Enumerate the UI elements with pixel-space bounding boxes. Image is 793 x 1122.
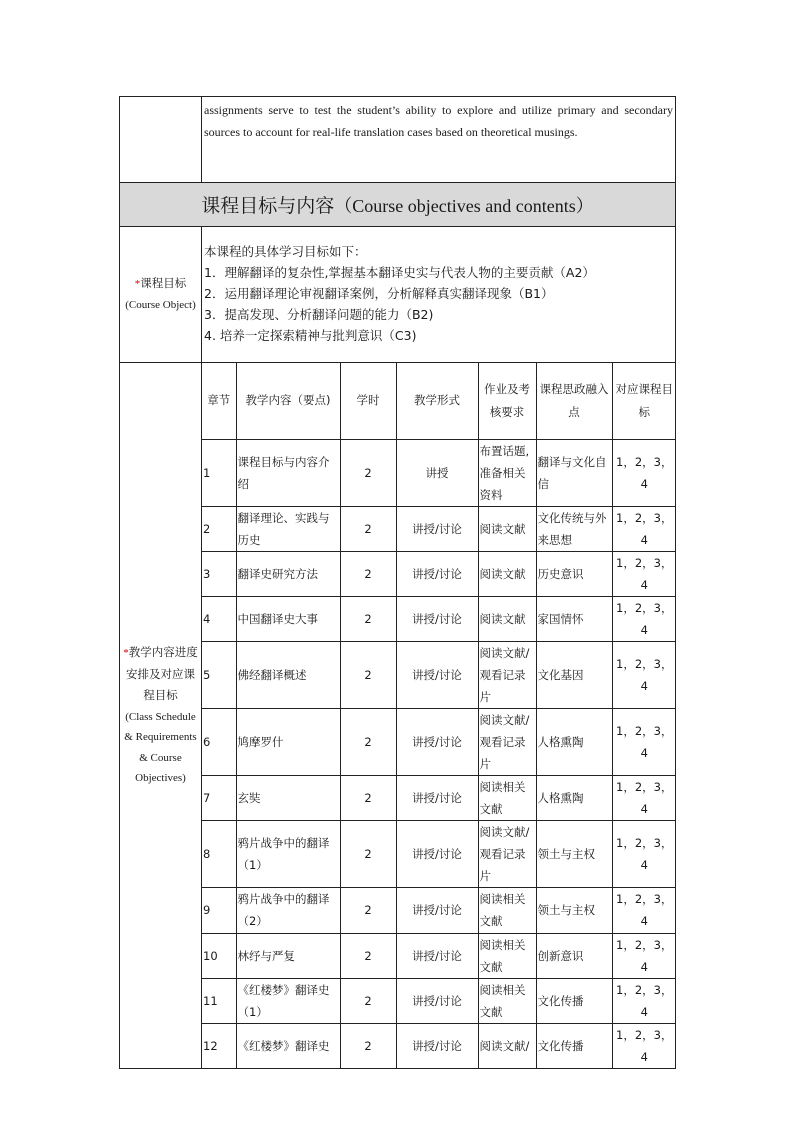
schedule-label-cn: 教学内容进度安排及对应课程目标 [126,645,198,702]
objectives-cell: 1，2，3，4 [612,551,676,596]
schedule-body [202,439,676,1068]
chapter-cell: 10 [202,933,236,978]
homework-cell: 布置话题,准备相关资料 [478,439,536,506]
objective-item: 2．运用翻译理论审视翻译案例，分析解释真实翻译现象（B1） [204,286,554,301]
header-ideological: 课程思政融入点 [536,363,612,439]
form-cell: 讲授/讨论 [396,887,478,933]
form-cell: 讲授/讨论 [396,978,478,1023]
content-cell: 佛经翻译概述 [236,641,340,708]
ideological-cell: 文化基因 [536,641,612,708]
content-cell: 玄奘 [236,775,340,820]
ideological-cell: 文化传播 [536,1023,612,1068]
table-row [202,820,676,887]
ideological-cell: 领土与主权 [536,820,612,887]
hours-cell: 2 [340,506,396,551]
hours-cell: 2 [340,775,396,820]
form-cell: 讲授/讨论 [396,933,478,978]
content-cell: 《红楼梦》翻译史 [236,1023,340,1068]
table-row [202,1023,676,1068]
intro-text: assignments serve to test the student’s ability to explore and utilize primary and secondary sources to account for real-life translation cases based on theoretical musings. [202,97,676,183]
form-cell: 讲授/讨论 [396,551,478,596]
form-cell: 讲授 [396,439,478,506]
objectives-label-en: (Course Object) [125,299,196,311]
schedule-row [120,363,676,1069]
objectives-intro: 本课程的具体学习目标如下： [204,244,367,259]
hours-cell: 2 [340,887,396,933]
objectives-cell: 1，2，3，4 [612,596,676,641]
homework-cell: 阅读相关文献 [478,933,536,978]
header-form: 教学形式 [396,363,478,439]
schedule-table [202,363,676,1068]
chapter-cell: 9 [202,887,236,933]
objectives-cell: 1，2，3，4 [612,978,676,1023]
section-title [120,183,676,227]
objectives-cell: 1，2，3，4 [612,820,676,887]
section-title-en: （Course objectives and contents） [334,196,594,216]
objectives-cell: 1，2，3，4 [612,1023,676,1068]
homework-cell: 阅读文献 [478,551,536,596]
table-row [202,775,676,820]
objectives-cell: 1，2，3，4 [612,641,676,708]
ideological-cell: 文化传播 [536,978,612,1023]
objectives-cell: 1，2，3，4 [612,708,676,775]
chapter-cell: 7 [202,775,236,820]
table-row [202,933,676,978]
content-cell: 鸦片战争中的翻译（1） [236,820,340,887]
objectives-cell: 1，2，3，4 [612,933,676,978]
chapter-cell: 5 [202,641,236,708]
homework-cell: 阅读文献 [478,596,536,641]
ideological-cell: 领土与主权 [536,887,612,933]
section-title-cn: 课程目标与内容 [201,195,335,217]
syllabus-table [119,96,676,1069]
chapter-cell: 1 [202,439,236,506]
objectives-cell: 1，2，3，4 [612,775,676,820]
ideological-cell: 人格熏陶 [536,775,612,820]
table-row [202,887,676,933]
objective-item: 3．提高发现、分析翻译问题的能力（B2) [204,307,434,322]
chapter-cell: 4 [202,596,236,641]
section-header-row [120,183,676,227]
hours-cell: 2 [340,641,396,708]
header-content: 教学内容（要点) [236,363,340,439]
hours-cell: 2 [340,933,396,978]
form-cell: 讲授/讨论 [396,775,478,820]
required-star: * [134,278,141,290]
content-cell: 林纾与严复 [236,933,340,978]
content-cell: 鸠摩罗什 [236,708,340,775]
schedule-label [120,363,202,1069]
hours-cell: 2 [340,708,396,775]
form-cell: 讲授/讨论 [396,506,478,551]
form-cell: 讲授/讨论 [396,708,478,775]
objective-item: 4. 培养一定探索精神与批判意识（C3) [204,328,417,343]
hours-cell: 2 [340,820,396,887]
schedule-header-row [202,363,676,439]
form-cell: 讲授/讨论 [396,820,478,887]
hours-cell: 2 [340,978,396,1023]
objectives-cell: 1，2，3，4 [612,887,676,933]
hours-cell: 2 [340,596,396,641]
table-row [202,439,676,506]
header-chapter: 章节 [202,363,236,439]
table-row [202,641,676,708]
schedule-label-en: (Class Schedule & Requirements & Course Objectives) [124,710,197,784]
ideological-cell: 人格熏陶 [536,708,612,775]
table-row [202,708,676,775]
header-homework: 作业及考核要求 [478,363,536,439]
table-row [202,596,676,641]
hours-cell: 2 [340,551,396,596]
ideological-cell: 家国情怀 [536,596,612,641]
content-cell: 翻译理论、实践与历史 [236,506,340,551]
content-cell: 翻译史研究方法 [236,551,340,596]
homework-cell: 阅读文献 [478,506,536,551]
content-cell: 《红楼梦》翻译史（1） [236,978,340,1023]
homework-cell: 阅读文献/观看记录片 [478,641,536,708]
homework-cell: 阅读文献/观看记录片 [478,820,536,887]
objectives-content [202,227,676,363]
homework-cell: 阅读相关文献 [478,887,536,933]
intro-row [120,97,676,183]
table-row [202,978,676,1023]
ideological-cell: 翻译与文化自信 [536,439,612,506]
objective-item: 1．理解翻译的复杂性,掌握基本翻译史实与代表人物的主要贡献（A2） [204,265,595,280]
header-objectives: 对应课程目标 [612,363,676,439]
chapter-cell: 2 [202,506,236,551]
chapter-cell: 12 [203,1038,218,1053]
content-cell: 课程目标与内容介绍 [236,439,340,506]
form-cell: 讲授/讨论 [396,1023,478,1068]
chapter-cell: 3 [202,551,236,596]
ideological-cell: 文化传统与外来思想 [536,506,612,551]
ideological-cell: 历史意识 [536,551,612,596]
homework-cell: 阅读文献/ [478,1023,536,1068]
table-row [202,506,676,551]
form-cell: 讲授/讨论 [396,641,478,708]
ideological-cell: 创新意识 [536,933,612,978]
chapter-cell: 6 [202,708,236,775]
chapter-cell: 11 [202,978,236,1023]
content-cell: 中国翻译史大事 [236,596,340,641]
intro-label-cell [120,97,202,183]
objectives-label-cn: 课程目标 [140,276,187,290]
objectives-cell: 1，2，3，4 [612,439,676,506]
required-star: * [123,647,129,659]
header-hours: 学时 [340,363,396,439]
hours-cell: 2 [340,439,396,506]
hours-cell: 2 [340,1023,396,1068]
form-cell: 讲授/讨论 [396,596,478,641]
schedule-table-cell [202,363,676,1069]
objectives-label [120,227,202,363]
content-cell: 鸦片战争中的翻译（2） [236,887,340,933]
homework-cell: 阅读相关文献 [478,775,536,820]
homework-cell: 阅读文献/观看记录片 [478,708,536,775]
objectives-cell: 1，2，3，4 [612,506,676,551]
table-row [202,551,676,596]
chapter-cell: 8 [202,820,236,887]
homework-cell: 阅读相关文献 [478,978,536,1023]
objectives-row [120,227,676,363]
